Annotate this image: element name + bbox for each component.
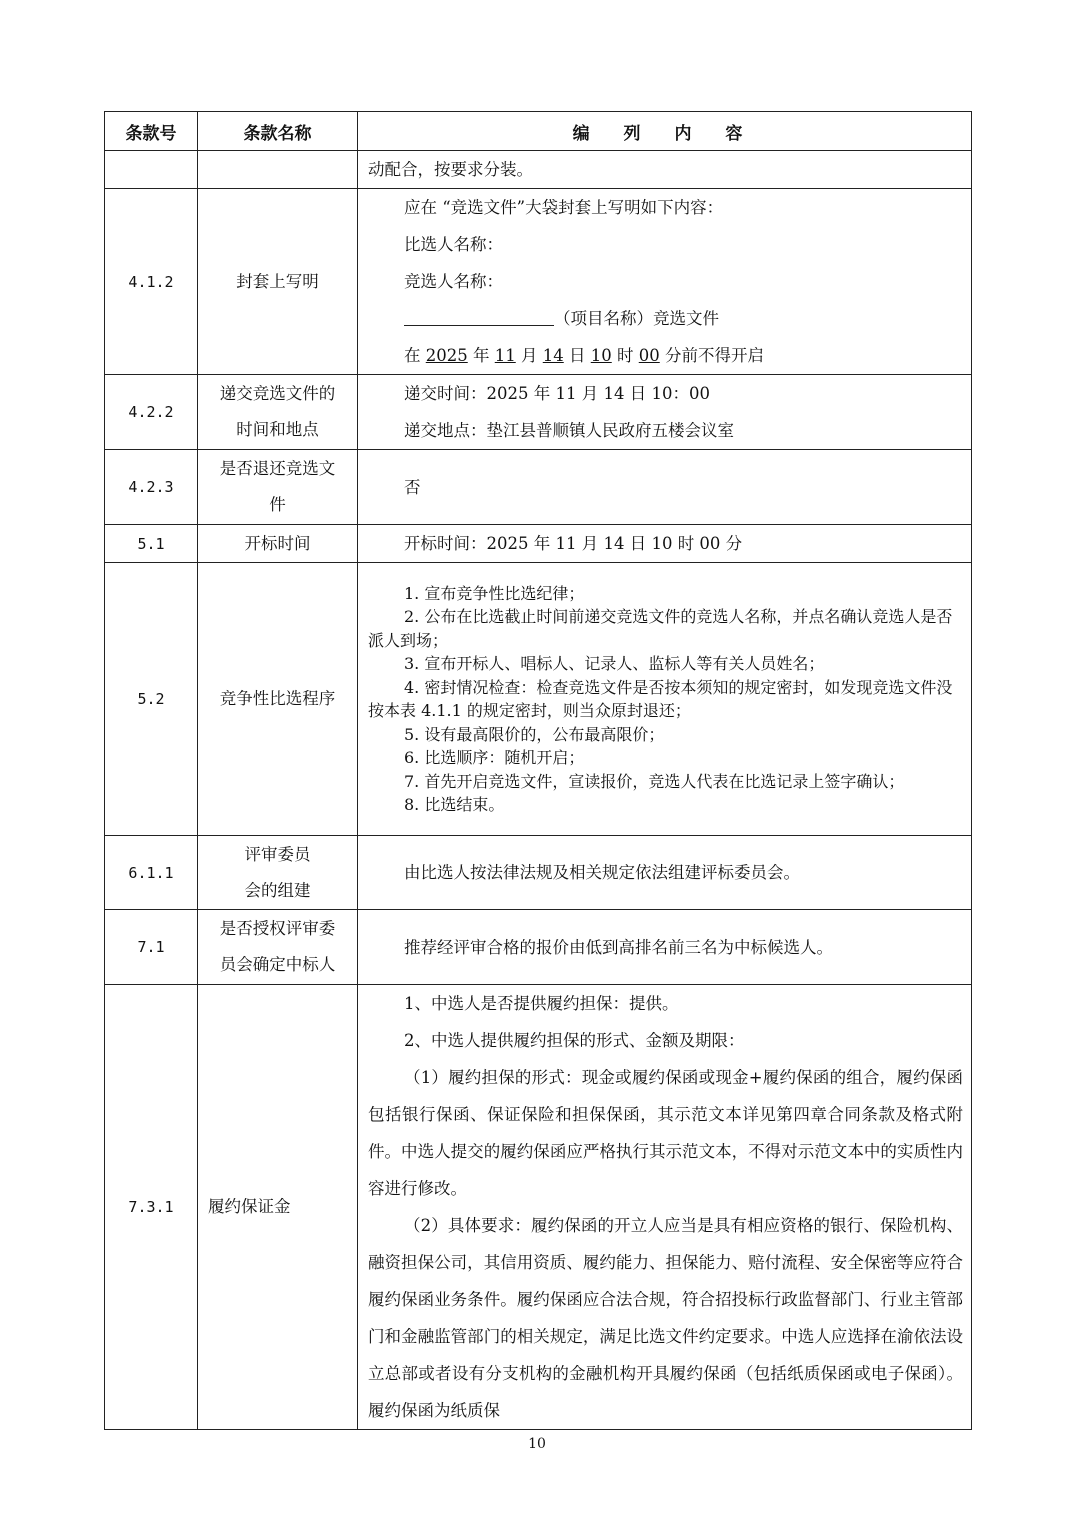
clause-number: 5.2 bbox=[105, 563, 198, 836]
header-content: 编 列 内 容 bbox=[358, 112, 972, 151]
submission-time: 递交时间：2025 年 11 月 14 日 10：00 bbox=[404, 384, 710, 403]
clause-content bbox=[358, 525, 972, 563]
table-row-5-2 bbox=[105, 563, 972, 836]
underlined-month: 11 bbox=[494, 346, 516, 365]
header-clause-name: 条款名称 bbox=[198, 112, 358, 151]
cell-empty-name bbox=[198, 151, 358, 189]
clause-table-container bbox=[104, 111, 971, 1430]
text-fragment: 在 bbox=[404, 346, 421, 365]
clause-number: 4.2.2 bbox=[105, 375, 198, 450]
clause-name bbox=[198, 910, 358, 985]
cell-empty-number bbox=[105, 151, 198, 189]
procedure-item: 1. 宣布竞争性比选纪律； bbox=[404, 583, 585, 603]
text-fragment: 日 bbox=[569, 346, 586, 365]
do-not-open-line bbox=[368, 337, 963, 374]
clause-name bbox=[198, 375, 358, 450]
guarantee-form-heading: 2、中选人提供履约担保的形式、金额及期限： bbox=[404, 1031, 745, 1050]
text-fragment: 时 bbox=[617, 346, 634, 365]
table-row-5-1 bbox=[105, 525, 972, 563]
clause-number: 7.1 bbox=[105, 910, 198, 985]
procedure-item: 7. 首先开启竞选文件，宣读报价，竞选人代表在比选记录上签字确认； bbox=[404, 771, 905, 791]
guarantee-requirements-paragraph: （2）具体要求：履约保函的开立人应当是具有相应资格的银行、保险机构、融资担保公司，其信用资质、履约能力、担保能力、赔付流程、安全保密等应符合履约保函业务条件。履约保函应合法合规，符合招投标行政监督部门、行业主管部门和金融监管部门的相关规定，满足比选文件约定要求。中选人应选择在渝依法设立总部或者设有分支机构的金融机构开具履约保函（包括纸质保函或电子保函）。履约保函为纸质保 bbox=[368, 1216, 963, 1420]
clause-name bbox=[198, 450, 358, 525]
blank-underline bbox=[404, 307, 554, 326]
table-row-6-1-1 bbox=[105, 836, 972, 910]
procedure-list bbox=[368, 578, 963, 821]
procedure-item: 8. 比选结束。 bbox=[404, 795, 505, 814]
clause-name: 竞争性比选程序 bbox=[198, 563, 358, 836]
clause-content bbox=[358, 375, 972, 450]
header-clause-number: 条款号 bbox=[105, 112, 198, 151]
clause-name-line: 员会确定中标人 bbox=[219, 955, 336, 974]
project-name-label: （项目名称）竞选文件 bbox=[554, 309, 719, 328]
underlined-hour: 10 bbox=[590, 346, 612, 365]
clause-name-line: 递交竞选文件的 bbox=[219, 384, 336, 403]
clause-number: 5.1 bbox=[105, 525, 198, 563]
table-row-continuation bbox=[105, 151, 972, 189]
candidate-recommendation-text: 推荐经评审合格的报价由低到高排名前三名为中标候选人。 bbox=[404, 937, 833, 957]
table-row-4-1-2 bbox=[105, 189, 972, 375]
procedure-item: 3. 宣布开标人、唱标人、记录人、监标人等有关人员姓名； bbox=[404, 654, 825, 673]
page-number: 10 bbox=[528, 1436, 546, 1452]
continuation-text: 动配合，按要求分装。 bbox=[368, 160, 533, 179]
clause-number: 4.2.3 bbox=[105, 450, 198, 525]
underlined-day: 14 bbox=[542, 346, 564, 365]
clause-content bbox=[358, 910, 972, 985]
underlined-year: 2025 bbox=[425, 346, 468, 365]
submission-place: 递交地点：垫江县普顺镇人民政府五楼会议室 bbox=[404, 421, 734, 440]
table-header-row bbox=[105, 112, 972, 151]
clause-name-line: 件 bbox=[269, 495, 286, 514]
return-documents-answer: 否 bbox=[404, 477, 421, 497]
text-fragment: 年 bbox=[473, 346, 490, 365]
clause-name: 履约保证金 bbox=[198, 985, 358, 1430]
table-row-4-2-2 bbox=[105, 375, 972, 450]
table-row-7-3-1 bbox=[105, 985, 972, 1430]
clause-name-line: 时间和地点 bbox=[236, 420, 319, 439]
clause-number: 6.1.1 bbox=[105, 836, 198, 910]
clause-name-line: 会的组建 bbox=[244, 880, 311, 900]
procedure-item: 4. 密封情况检查：检查竞选文件是否按本须知的规定密封，如发现竞选文件没按本表 4.1.1 的规定密封，则当众原封退还； bbox=[368, 677, 953, 720]
clause-name-line: 评审委员 bbox=[244, 844, 311, 864]
opening-time: 开标时间：2025 年 11 月 14 日 10 时 00 分 bbox=[404, 534, 743, 553]
cell-continuation-text bbox=[358, 151, 972, 189]
clause-name-line: 是否退还竞选文 bbox=[219, 459, 336, 478]
clause-content bbox=[358, 189, 972, 375]
clause-number: 4.1.2 bbox=[105, 189, 198, 375]
guarantee-form-paragraph: （1）履约担保的形式：现金或履约保函或现金+履约保函的组合，履约保函包括银行保函、保证保险和担保保函，其示范文本详见第四章合同条款及格式附件。中选人提交的履约保函应严格执行其示范文本，不得对示范文本中的实质性内容进行修改。 bbox=[368, 1068, 963, 1198]
clause-number: 7.3.1 bbox=[105, 985, 198, 1430]
clause-name: 开标时间 bbox=[198, 525, 358, 563]
table-row-7-1 bbox=[105, 910, 972, 985]
purchaser-name-label: 比选人名称： bbox=[404, 235, 503, 254]
procedure-item: 6. 比选顺序：随机开启； bbox=[404, 748, 585, 767]
clause-name bbox=[198, 836, 358, 910]
clause-content bbox=[358, 563, 972, 836]
procedure-item: 5. 设有最高限价的，公布最高限价； bbox=[404, 724, 665, 744]
bidder-name-label: 竞选人名称： bbox=[404, 272, 503, 291]
clause-name: 封套上写明 bbox=[198, 189, 358, 375]
procedure-item: 2. 公布在比选截止时间前递交竞选文件的竞选人名称，并点名确认竞选人是否派人到场； bbox=[368, 607, 953, 650]
project-name-line bbox=[368, 300, 963, 337]
underlined-minute: 00 bbox=[638, 346, 660, 365]
clause-table bbox=[104, 111, 972, 1430]
guarantee-required: 1、中选人是否提供履约担保：提供。 bbox=[404, 994, 679, 1013]
clause-name-line: 是否授权评审委 bbox=[219, 919, 336, 938]
text-fragment: 分前不得开启 bbox=[665, 346, 764, 365]
committee-formation-text: 由比选人按法律法规及相关规定依法组建评标委员会。 bbox=[404, 863, 800, 882]
clause-content bbox=[358, 450, 972, 525]
text-fragment: 月 bbox=[521, 346, 538, 365]
clause-content bbox=[358, 985, 972, 1430]
table-row-4-2-3 bbox=[105, 450, 972, 525]
clause-content bbox=[358, 836, 972, 910]
envelope-instruction: 应在 “竞选文件”大袋封套上写明如下内容： bbox=[404, 198, 724, 217]
